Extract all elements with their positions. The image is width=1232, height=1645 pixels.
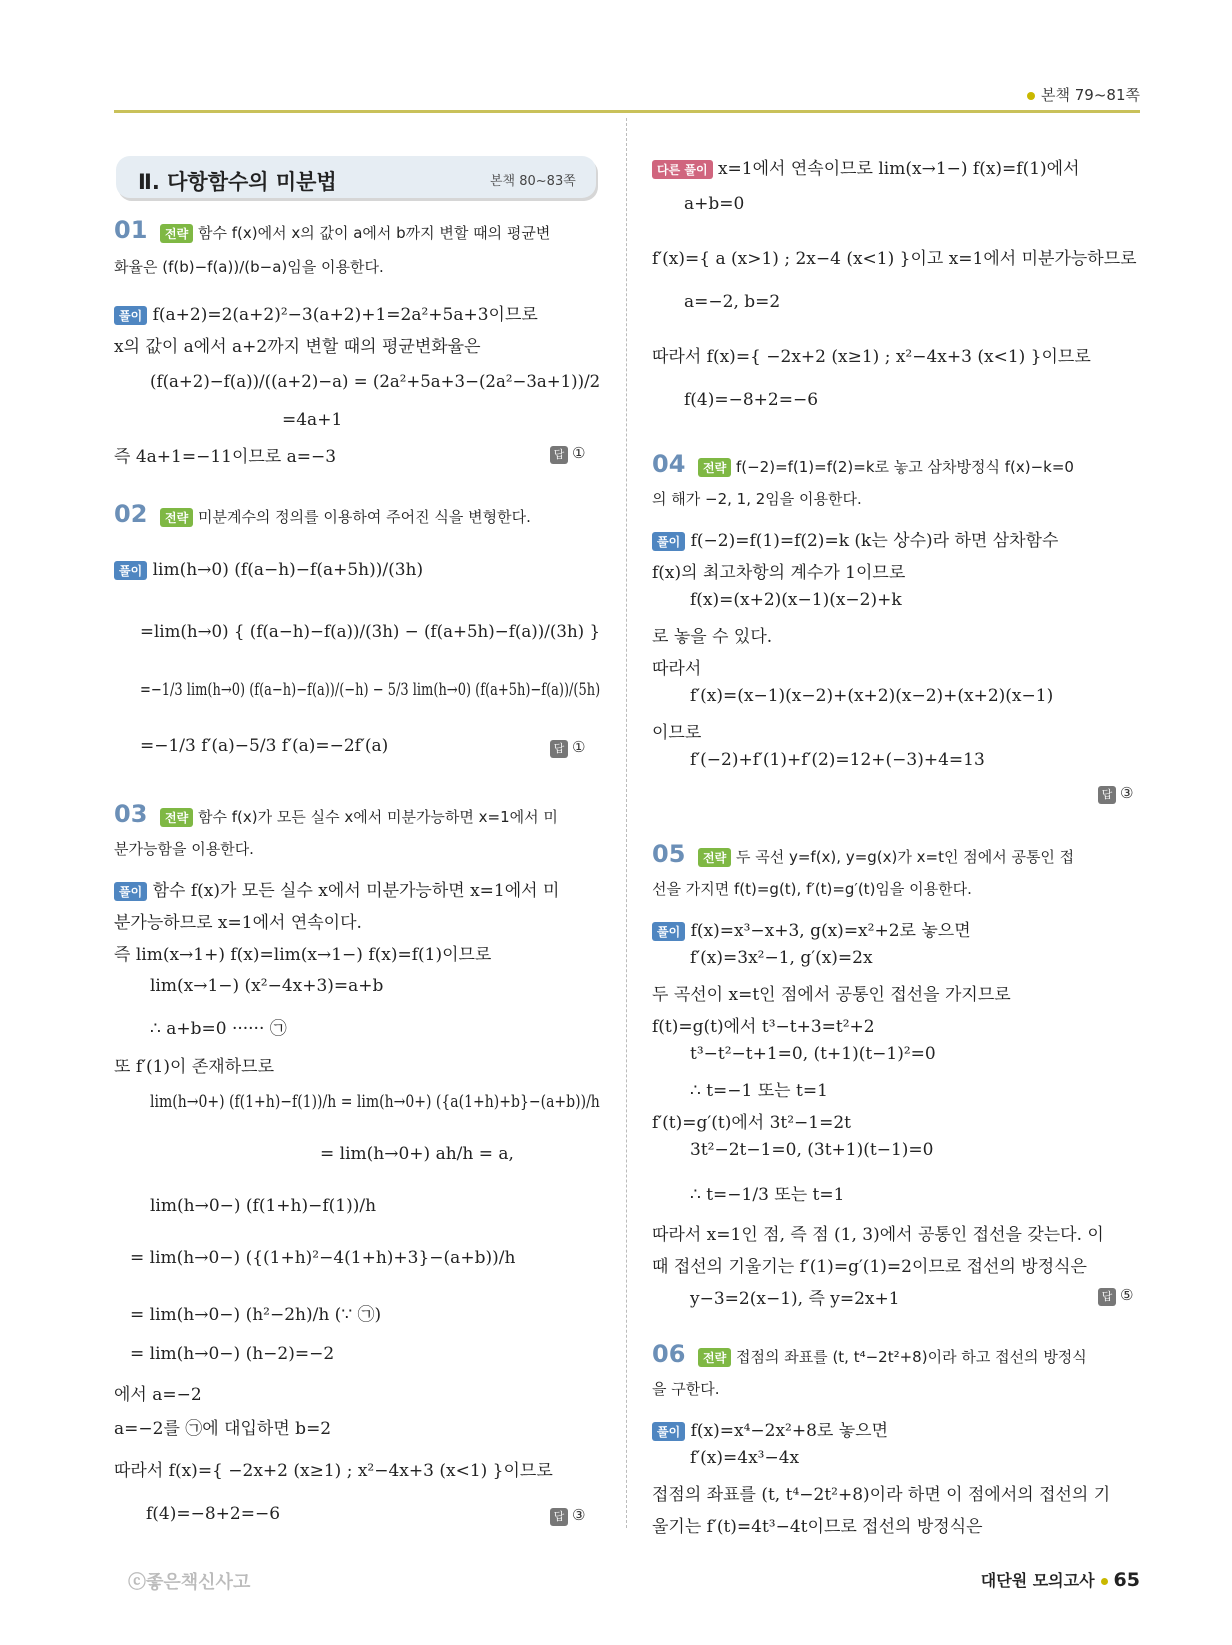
strategy-tag: 전략 xyxy=(698,458,731,477)
column-divider xyxy=(626,118,627,1528)
solution-line: lim(h→0−) (f(1+h)−f(1))/h xyxy=(150,1196,377,1216)
solution-line: a=−2를 ㉠에 대입하면 b=2 xyxy=(114,1419,332,1439)
solution-line: 이므로 xyxy=(652,723,702,743)
solution-line: f′(x)={ a (x>1) ; 2x−4 (x<1) }이고 x=1에서 미분가능하므로 xyxy=(652,249,1137,269)
solution-line: =−1/3 lim(h→0) (f(a−h)−f(a))/(−h) − 5/3 lim(h→0) (f(a+5h)−f(a))/(5h) xyxy=(140,680,601,700)
solution-line: 따라서 f(x)={ −2x+2 (x≥1) ; x²−4x+3 (x<1) }이므로 xyxy=(652,347,1091,367)
solution-line: 3t²−2t−1=0, (3t+1)(t−1)=0 xyxy=(690,1140,934,1160)
answer-badge: 답 ⑤ xyxy=(1098,1286,1133,1306)
alt-solution-tag: 다른 풀이 xyxy=(652,160,713,179)
page-reference: 본책 79~81쪽 xyxy=(1027,84,1140,105)
solution-line: =lim(h→0) { (f(a−h)−f(a))/(3h) − (f(a+5h)−f(a))/(3h) } xyxy=(140,622,601,642)
answer-badge: 답 ③ xyxy=(550,1506,585,1526)
solution-tag: 풀이 xyxy=(652,1422,685,1441)
solution-line: = lim(h→0+) ah/h = a, xyxy=(320,1144,514,1164)
solution-line: ∴ t=−1/3 또는 t=1 xyxy=(690,1185,845,1205)
solution-line: 즉 lim(x→1+) f(x)=lim(x→1−) f(x)=f(1)이므로 xyxy=(114,945,492,965)
strategy-tag: 전략 xyxy=(698,848,731,867)
solution-line: f′(x)=4x³−4x xyxy=(690,1448,800,1468)
alt-solution-line: 다른 풀이 x=1에서 연속이므로 lim(x→1−) f(x)=f(1)에서 xyxy=(652,154,1080,179)
solution-line: 풀이 f(−2)=f(1)=f(2)=k (k는 상수)라 하면 삼차함수 xyxy=(652,526,1058,551)
solution-line: 풀이 f(x)=x³−x+3, g(x)=x²+2로 놓으면 xyxy=(652,916,971,941)
solution-line: f′(x)=(x−1)(x−2)+(x+2)(x−2)+(x+2)(x−1) xyxy=(690,686,1054,706)
solution-line: 또 f′(1)이 존재하므로 xyxy=(114,1057,274,1077)
solution-line: t³−t²−t+1=0, (t+1)(t−1)²=0 xyxy=(690,1044,936,1064)
solution-line: 에서 a=−2 xyxy=(114,1385,202,1405)
solution-line: 때 접선의 기울기는 f′(1)=g′(1)=2이므로 접선의 방정식은 xyxy=(652,1257,1087,1277)
publisher-logo: ⓒ좋은책신사고 xyxy=(128,1572,251,1593)
solution-line: f(t)=g(t)에서 t³−t+3=t²+2 xyxy=(652,1017,875,1037)
solution-line: ∴ a+b=0 ······ ㉠ xyxy=(150,1019,287,1039)
solution-line: f(x)의 최고차항의 계수가 1이므로 xyxy=(652,563,906,583)
strategy-tag: 전략 xyxy=(698,1348,731,1367)
answer-badge: 답 ③ xyxy=(1098,784,1133,804)
section-title: Ⅱ. 다항함수의 미분법 xyxy=(138,170,337,194)
solution-line: 로 놓을 수 있다. xyxy=(652,627,773,647)
solution-line: f′(t)=g′(t)에서 3t²−1=2t xyxy=(652,1113,851,1133)
solution-line: 즉 4a+1=−11이므로 a=−3 xyxy=(114,447,337,467)
solution-line: f′(x)=3x²−1, g′(x)=2x xyxy=(690,948,873,968)
solution-line: 따라서 x=1인 점, 즉 점 (1, 3)에서 공통인 접선을 갖는다. 이 xyxy=(652,1225,1104,1245)
solution-line: = lim(h→0−) (h²−2h)/h (∵ ㉠) xyxy=(130,1305,382,1325)
solution-line: 분가능하므로 x=1에서 연속이다. xyxy=(114,913,362,933)
page-number: 65 xyxy=(1113,1569,1140,1591)
strategy-line: 의 해가 −2, 1, 2임을 이용한다. xyxy=(652,490,862,508)
page-footer: 대단원 모의고사 65 xyxy=(980,1569,1140,1591)
solution-line: 풀이 lim(h→0) (f(a−h)−f(a+5h))/(3h) xyxy=(114,560,423,580)
solution-line: f′(−2)+f′(1)+f′(2)=12+(−3)+4=13 xyxy=(690,750,985,770)
solution-line: 풀이 함수 f(x)가 모든 실수 x에서 미분가능하면 x=1에서 미 xyxy=(114,876,559,901)
strategy-tag: 전략 xyxy=(160,224,193,243)
strategy-tag: 전략 xyxy=(160,808,193,827)
solution-line: =−1/3 f′(a)−5/3 f′(a)=−2f′(a) xyxy=(140,736,389,756)
solution-line: 따라서 xyxy=(652,659,702,679)
bullet-dot-icon xyxy=(1027,92,1035,100)
solution-line: x의 값이 a에서 a+2까지 변할 때의 평균변화율은 xyxy=(114,337,481,357)
strategy-line: 분가능함을 이용한다. xyxy=(114,840,254,858)
solution-line: f(4)=−8+2=−6 xyxy=(146,1504,281,1524)
solution-line: lim(h→0+) (f(1+h)−f(1))/h = lim(h→0+) ({a(1+h)+b}−(a+b))/h xyxy=(150,1092,600,1112)
solution-tag: 풀이 xyxy=(114,561,147,580)
solution-line: ∴ t=−1 또는 t=1 xyxy=(690,1081,828,1101)
question-number: 01 xyxy=(114,216,148,244)
solution-line: = lim(h→0−) (h−2)=−2 xyxy=(130,1344,335,1364)
strategy-line: 화율은 (f(b)−f(a))/(b−a)임을 이용한다. xyxy=(114,258,384,276)
strategy-line: 전략 f(−2)=f(1)=f(2)=k로 놓고 삼차방정식 f(x)−k=0 xyxy=(698,456,1074,477)
bullet-dot-icon xyxy=(1101,1578,1108,1585)
solution-line: a=−2, b=2 xyxy=(684,292,781,312)
solution-tag: 풀이 xyxy=(114,882,147,901)
answer-badge: 답 ① xyxy=(550,444,585,464)
solution-line: 풀이 f(x)=x⁴−2x²+8로 놓으면 xyxy=(652,1416,888,1441)
question-number: 02 xyxy=(114,500,148,528)
question-number: 03 xyxy=(114,800,148,828)
solution-line: y−3=2(x−1), 즉 y=2x+1 xyxy=(690,1289,900,1309)
solution-line: 따라서 f(x)={ −2x+2 (x≥1) ; x²−4x+3 (x<1) }이므로 xyxy=(114,1461,553,1481)
strategy-line: 전략 미분계수의 정의를 이용하여 주어진 식을 변형한다. xyxy=(160,506,531,527)
question-number: 05 xyxy=(652,840,686,868)
question-number: 06 xyxy=(652,1340,686,1368)
strategy-line: 전략 함수 f(x)가 모든 실수 x에서 미분가능하면 x=1에서 미 xyxy=(160,806,558,827)
solution-line: f(4)=−8+2=−6 xyxy=(684,390,819,410)
strategy-line: 선을 가지면 f(t)=g(t), f′(t)=g′(t)임을 이용한다. xyxy=(652,880,972,898)
solution-line: lim(x→1−) (x²−4x+3)=a+b xyxy=(150,976,384,996)
solution-line: 풀이 f(a+2)=2(a+2)²−3(a+2)+1=2a²+5a+3이므로 xyxy=(114,300,538,325)
solution-line: 두 곡선이 x=t인 점에서 공통인 접선을 가지므로 xyxy=(652,985,1011,1005)
strategy-tag: 전략 xyxy=(160,508,193,527)
solution-line: a+b=0 xyxy=(684,194,745,214)
section-pages: 본책 80~83쪽 xyxy=(490,174,576,189)
strategy-line: 을 구한다. xyxy=(652,1380,720,1398)
solution-line: 울기는 f′(t)=4t³−4t이므로 접선의 방정식은 xyxy=(652,1517,983,1537)
solution-line: (f(a+2)−f(a))/((a+2)−a) = (2a²+5a+3−(2a²−3a+1))/2 xyxy=(150,372,601,392)
strategy-line: 전략 두 곡선 y=f(x), y=g(x)가 x=t인 점에서 공통인 접 xyxy=(698,846,1074,867)
solution-tag: 풀이 xyxy=(114,306,147,325)
strategy-line: 전략 접점의 좌표를 (t, t⁴−2t²+8)이라 하고 접선의 방정식 xyxy=(698,1346,1087,1367)
solution-line: f(x)=(x+2)(x−1)(x−2)+k xyxy=(690,590,902,610)
top-rule xyxy=(114,110,1140,113)
strategy-line: 전략 함수 f(x)에서 x의 값이 a에서 b까지 변할 때의 평균변 xyxy=(160,222,550,243)
solution-line: =4a+1 xyxy=(282,410,343,430)
question-number: 04 xyxy=(652,450,686,478)
solution-tag: 풀이 xyxy=(652,532,685,551)
answer-badge: 답 ① xyxy=(550,738,585,758)
solution-tag: 풀이 xyxy=(652,922,685,941)
solution-line: = lim(h→0−) ({(1+h)²−4(1+h)+3}−(a+b))/h xyxy=(130,1248,516,1268)
solution-line: 접점의 좌표를 (t, t⁴−2t²+8)이라 하면 이 점에서의 접선의 기 xyxy=(652,1485,1111,1505)
